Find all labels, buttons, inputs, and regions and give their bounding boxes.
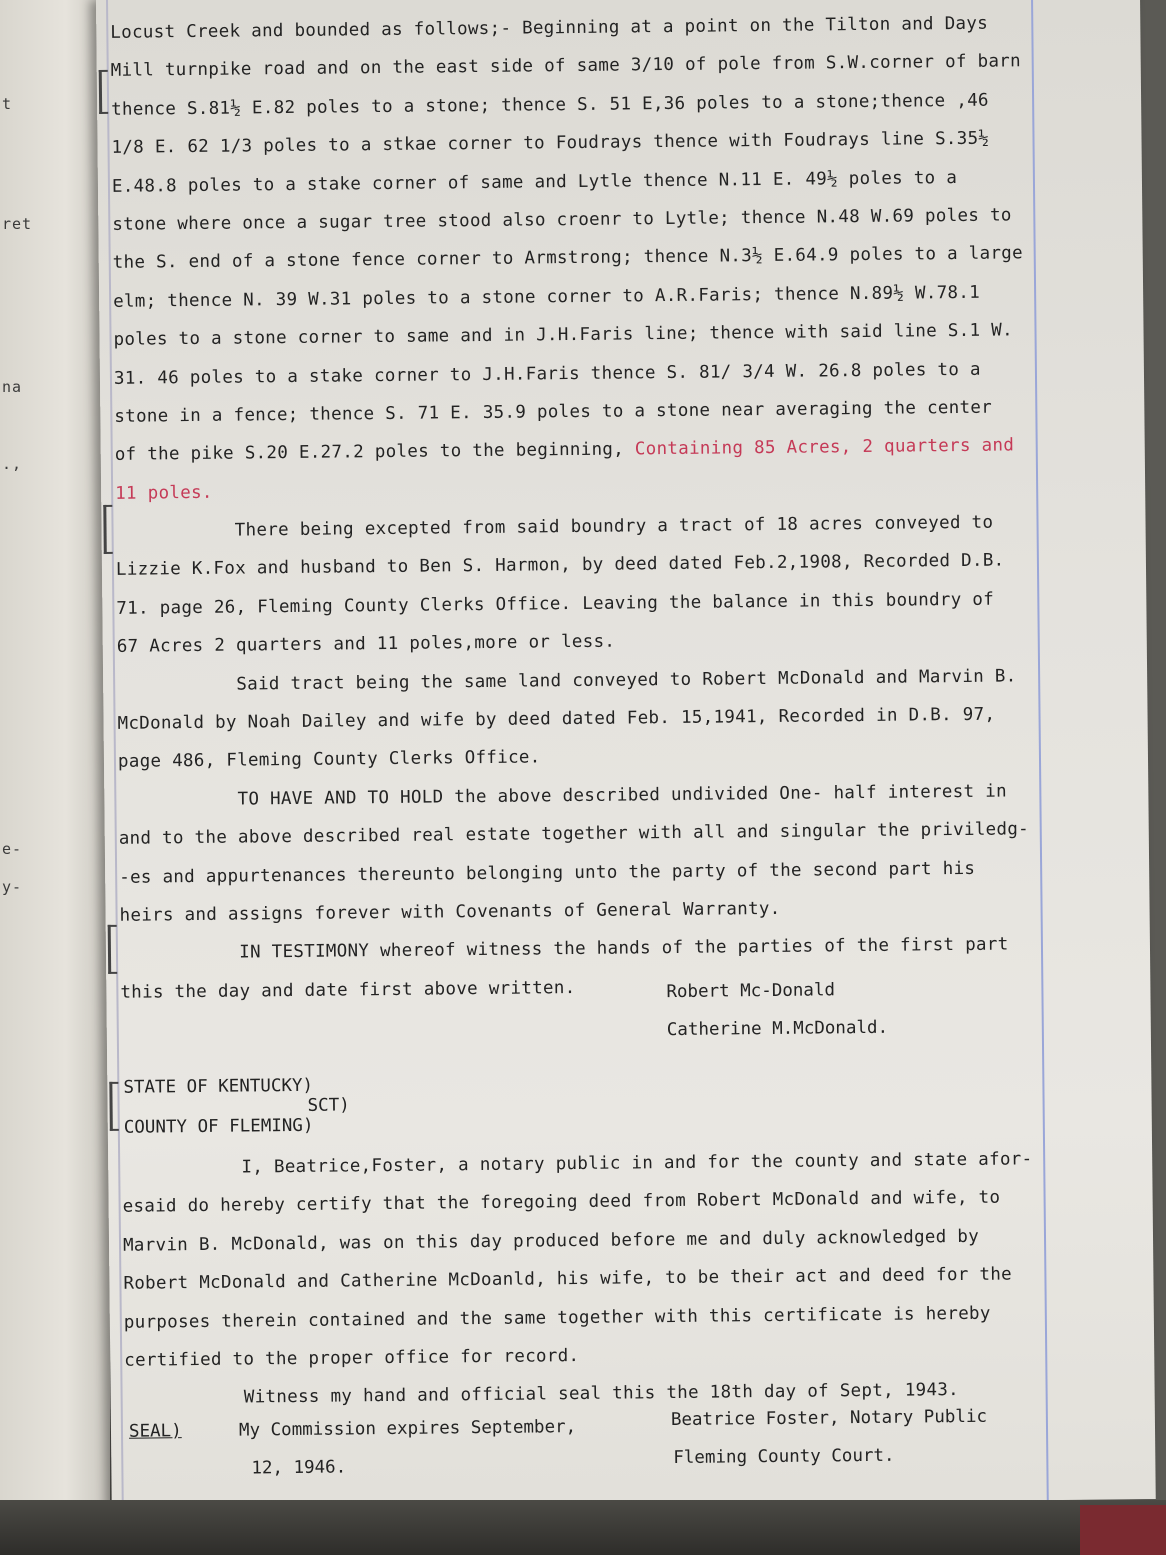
acreage-text: Containing 85 Acres, 2 quarters and	[623, 435, 1015, 460]
book-cover-edge	[1080, 1505, 1166, 1555]
text-line: E.48.8 poles to a stake corner of same and Lytle thence N.11 E. 49½ poles to a	[111, 167, 958, 197]
margin-bracket	[103, 505, 113, 554]
text-line: There being excepted from said boundry a tract of 18 acres conveyed to	[115, 512, 994, 542]
margin-bracket	[99, 70, 108, 114]
text-line: page 486, Fleming County Clerks Office.	[117, 747, 541, 773]
text-line: I, Beatrice,Foster, a notary public in and for the county and state afor-	[122, 1149, 1033, 1179]
notary-court: Fleming County Court.	[673, 1445, 895, 1469]
signature-robert: Robert Mc-Donald	[666, 980, 836, 1003]
notary-name: Beatrice Foster, Notary Public	[670, 1406, 988, 1431]
text-line: -es and appurtenances thereunto belonging unto the party of the second part his	[119, 858, 976, 888]
margin-bracket	[108, 925, 118, 974]
commission-expiry: My Commission expires September,	[238, 1417, 577, 1441]
text-line: esaid do hereby certify that the foregoing deed from Robert McDonald and wife, to	[122, 1187, 1001, 1218]
text-line: stone where once a sugar tree stood also croenr to Lytle; thence N.48 W.69 poles to	[112, 205, 1012, 235]
margin-bracket	[109, 1082, 119, 1131]
deed-page	[96, 0, 1156, 1510]
left-page-fragment: .,	[2, 455, 23, 473]
commission-date: 12, 1946.	[251, 1457, 347, 1479]
text-line: purposes therein contained and the same together with this certificate is hereby	[123, 1303, 991, 1333]
left-page-fragment: ret	[2, 215, 33, 233]
text-line: Lizzie K.Fox and husband to Ben S. Harmon, by deed dated Feb.2,1908, Recorded D.B.	[115, 550, 1005, 581]
text-line: 31. 46 poles to a stake corner to J.H.Faris thence S. 81/ 3/4 W. 26.8 poles to a	[113, 359, 981, 389]
witness-line: Witness my hand and official seal this the 18th day of Sept, 1943.	[124, 1380, 960, 1410]
text-line: Said tract being the same land conveyed to Robert McDonald and Marvin B.	[117, 666, 1017, 696]
text-line: thence S.81½ E.82 poles to a stone; thence S. 51 E,36 poles to a stone;thence ,46	[111, 90, 989, 120]
venue-sct: SCT)	[307, 1095, 350, 1116]
left-page-fragment: y-	[2, 878, 23, 896]
text-line: certified to the proper office for record.	[124, 1345, 580, 1371]
text-line: heirs and assigns forever with Covenants of General Warranty.	[119, 898, 781, 926]
acreage-text: 11 poles.	[115, 482, 213, 504]
text-line: stone in a fence; thence S. 71 E. 35.9 poles to a stone near averaging the center	[114, 397, 993, 427]
text-line: 67 Acres 2 quarters and 11 poles,more or less.	[116, 631, 616, 658]
text-line: Marvin B. McDonald, was on this day produced before me and duly acknowledged by	[122, 1226, 980, 1256]
text-line: IN TESTIMONY whereof witness the hands of the parties of the first part	[119, 934, 1009, 965]
venue-state: STATE OF KENTUCKY)	[123, 1075, 314, 1098]
book-binding-shadow	[0, 1500, 1166, 1555]
text-line: elm; thence N. 39 W.31 poles to a stone corner to A.R.Faris; thence N.89½ W.78.1	[113, 282, 981, 312]
seal-mark: SEAL)	[128, 1421, 182, 1442]
text-line: Mill turnpike road and on the east side of same 3/10 of pole from S.W.corner of barn	[110, 51, 1022, 82]
text-line: 1/8 E. 62 1/3 poles to a stkae corner to Foudrays thence with Foudrays line S.35½	[111, 128, 990, 159]
text-line: TO HAVE AND TO HOLD the above described undivided One- half interest in	[118, 781, 1007, 811]
text-line: McDonald by Noah Dailey and wife by deed dated Feb. 15,1941, Recorded in D.B. 97,	[117, 704, 996, 734]
text-line: this the day and date first above written.	[120, 977, 576, 1003]
left-page-fragment: t	[2, 95, 13, 113]
notary-certificate	[122, 1140, 1047, 1418]
deed-body	[110, 4, 1042, 1012]
venue-county: COUNTY OF FLEMING)	[123, 1115, 314, 1138]
text-line: 71. page 26, Fleming County Clerks Office. Leaving the balance in this boundry of	[116, 589, 995, 619]
text-line: Robert McDonald and Catherine McDoanld, his wife, to be their act and deed for the	[123, 1264, 1013, 1294]
text-line: Locust Creek and bounded as follows;- Beginning at a point on the Tilton and Days	[110, 13, 989, 43]
text-line: and to the above described real estate together with all and singular the priviledg-	[118, 819, 1030, 850]
left-page-fragment: e-	[2, 840, 23, 858]
text-line: the S. end of a stone fence corner to Armstrong; thence N.3½ E.64.9 poles to a large	[112, 243, 1024, 274]
left-page-fragment: na	[2, 378, 23, 396]
text-line: of the pike S.20 E.27.2 poles to the beginning,	[114, 439, 625, 466]
signature-catherine: Catherine M.McDonald.	[666, 1017, 889, 1041]
text-line: poles to a stone corner to same and in J.H.Faris line; thence with said line S.1 W.	[113, 320, 1014, 350]
left-page-edge	[0, 0, 110, 1555]
